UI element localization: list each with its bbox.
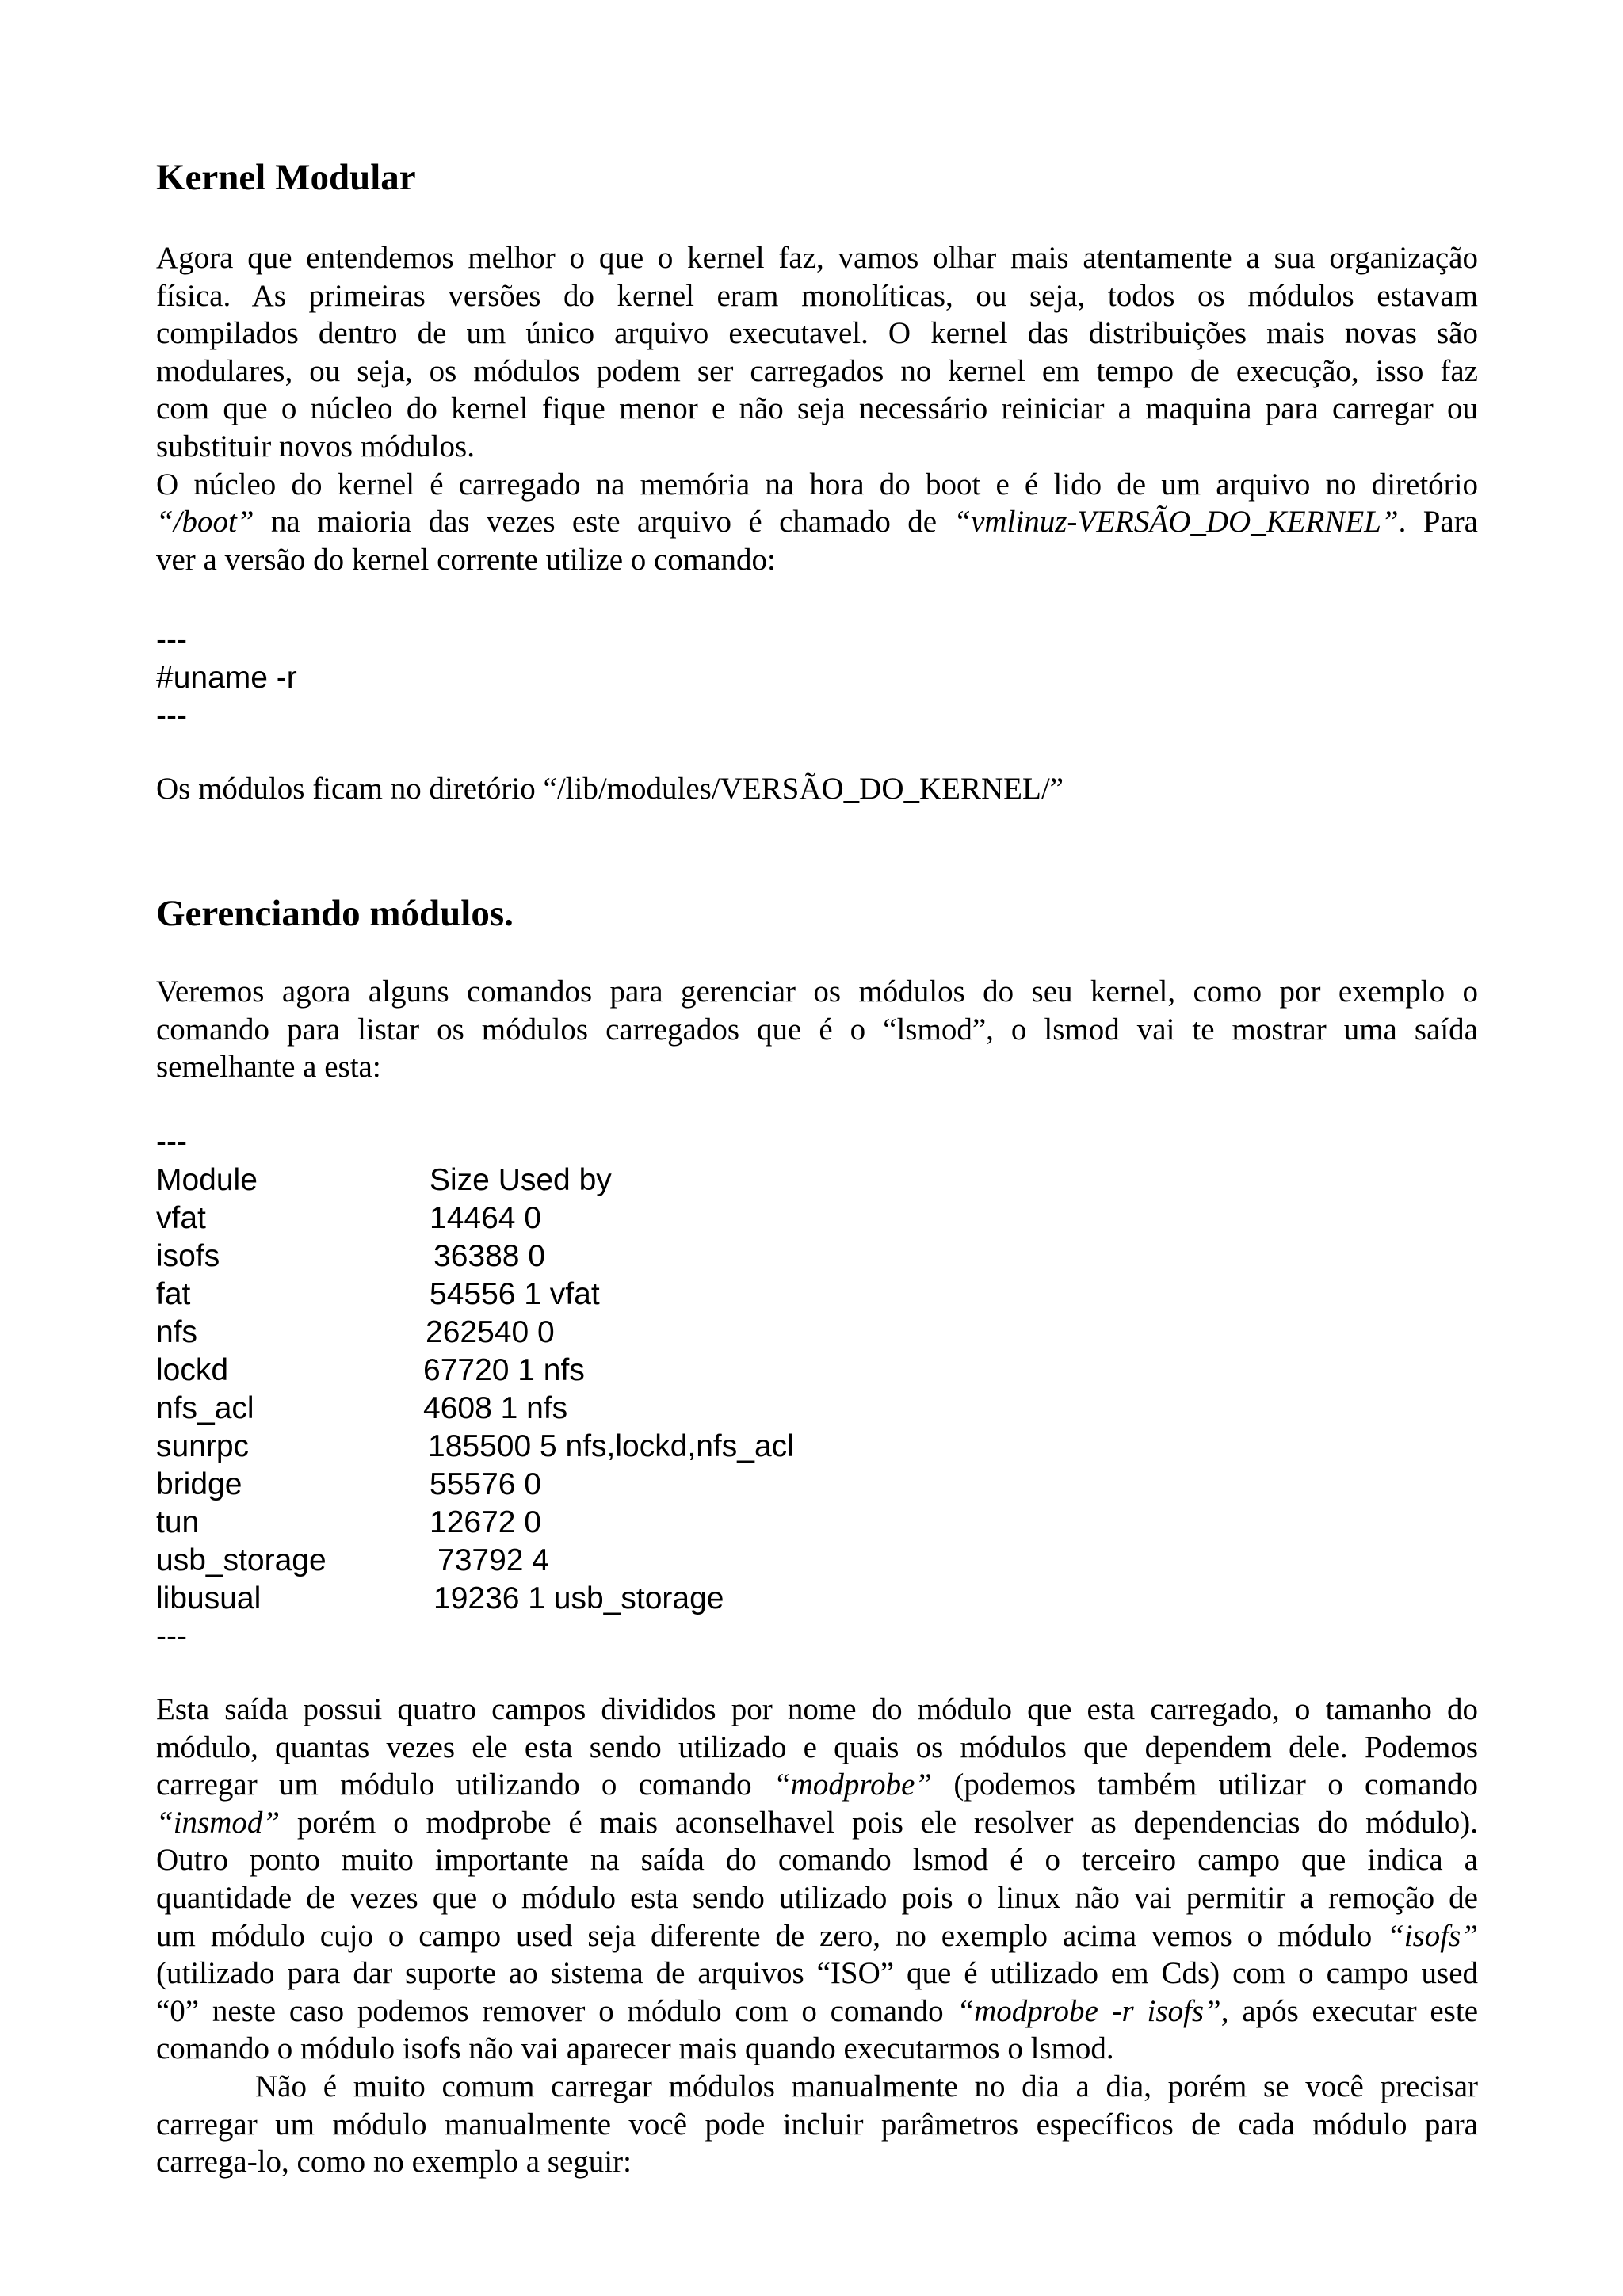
paragraph-lsmod-explanation <box>156 1691 1478 2181</box>
text-line: (utilizado para dar suporte ao sistema de arquivos “ISO” que é utilizado em Cds) com o campo used <box>156 1956 1478 1991</box>
lsmod-size-used: 19236 1 usb_storage <box>433 1581 724 1615</box>
lsmod-size-used: 185500 5 nfs,lockd,nfs_acl <box>428 1429 794 1463</box>
text-line: substituir novos módulos. <box>156 429 475 463</box>
lsmod-size-used: 55576 0 <box>430 1467 541 1501</box>
lsmod-module: lockd <box>156 1353 229 1387</box>
command-separator: --- <box>156 623 187 657</box>
text-fragment: , após executar este <box>1220 1993 1479 2028</box>
paragraph-modules-dir <box>156 770 1478 808</box>
text-line: modulares, ou seja, os módulos podem ser carregados no kernel em tempo de execução, isso faz <box>156 353 1478 388</box>
lsmod-module: usb_storage <box>156 1543 327 1577</box>
text-line: compilados dentro de um único arquivo executavel. O kernel das distribuições mais novas são <box>156 316 1478 351</box>
lsmod-size-used: 36388 0 <box>433 1239 545 1273</box>
text-line: Veremos agora alguns comandos para gerenciar os módulos do seu kernel, como por exemplo o <box>156 974 1478 1009</box>
text-line: com que o núcleo do kernel fique menor e não seja necessário reiniciar a maquina para carregar ou <box>156 391 1478 426</box>
italic-isofs: “isofs” <box>1387 1918 1478 1953</box>
lsmod-module: isofs <box>156 1239 220 1273</box>
lsmod-separator: --- <box>156 1619 187 1653</box>
text-line: Agora que entendemos melhor o que o kernel faz, vamos olhar mais atentamente a sua organização <box>156 241 1478 275</box>
lsmod-module: sunrpc <box>156 1429 250 1463</box>
text-line: carregar um módulo manualmente você pode incluir parâmetros específicos de cada módulo para <box>156 2107 1478 2142</box>
text-line-remove <box>156 1993 1478 2031</box>
lsmod-size-used: 73792 4 <box>437 1543 549 1577</box>
text-line: carrega-lo, como no exemplo a seguir: <box>156 2145 632 2180</box>
italic-insmod: “insmod” <box>156 1805 281 1840</box>
text-line: Esta saída possui quatro campos divididos por nome do módulo que esta carregado, o tamanho do <box>156 1692 1478 1726</box>
lsmod-module: vfat <box>156 1201 206 1235</box>
paragraph-kernel-intro <box>156 239 1478 578</box>
section-title-gerenciando: Gerenciando módulos. <box>156 893 514 934</box>
text-line: comando para listar os módulos carregados que é o “lsmod”, o lsmod vai te mostrar uma saída <box>156 1012 1478 1047</box>
lsmod-size-used: 12672 0 <box>430 1505 541 1539</box>
lsmod-size-used: 262540 0 <box>426 1315 555 1349</box>
lsmod-module: tun <box>156 1505 200 1539</box>
text-line: semelhante a esta: <box>156 1050 381 1085</box>
text-line: quantidade de vezes que o módulo esta sendo utilizado pois o linux não vai permitir a remoção de <box>156 1880 1478 1915</box>
text-fragment: (podemos também utilizar o comando <box>932 1768 1478 1802</box>
italic-modprobe-remove: “modprobe -r isofs” <box>957 1993 1221 2028</box>
text-line: física. As primeiras versões do kernel eram monolíticas, ou seja, todos os módulos estavam <box>156 278 1478 313</box>
text-fragment: porém o modprobe é mais aconselhavel pois ele resolver as dependencias do módulo). <box>280 1805 1478 1840</box>
lsmod-size-used: 67720 1 nfs <box>423 1353 585 1387</box>
lsmod-module: nfs_acl <box>156 1391 254 1425</box>
text-line-insmod <box>156 1804 1478 1842</box>
lsmod-separator: --- <box>156 1125 187 1159</box>
lsmod-header-module: Module <box>156 1163 258 1197</box>
lsmod-size-used: 4608 1 nfs <box>423 1391 568 1425</box>
text-line: Outro ponto muito importante na saída do comando lsmod é o terceiro campo que indica a <box>156 1843 1478 1878</box>
command-separator: --- <box>156 699 187 733</box>
text-line: Não é muito comum carregar módulos manualmente no dia a dia, porém se você precisar <box>255 2069 1478 2103</box>
paragraph-lsmod-intro <box>156 973 1478 1086</box>
command-uname: #uname -r <box>156 661 297 695</box>
lsmod-size-used: 14464 0 <box>430 1201 541 1235</box>
text-fragment: . Para <box>1398 505 1478 540</box>
text-line-modprobe <box>156 1766 1478 1804</box>
text-line-isofs <box>156 1917 1478 1955</box>
italic-modprobe: “modprobe” <box>773 1768 933 1802</box>
text-line: módulo, quantas vezes ele esta sendo utilizado e quais os módulos que dependem dele. Podemos <box>156 1730 1478 1764</box>
text-fragment: na maioria das vezes este arquivo é chamado de <box>254 505 954 540</box>
text-line: O núcleo do kernel é carregado na memória na hora do boot e é lido de um arquivo no diretório <box>156 467 1478 502</box>
lsmod-size-used: 54556 1 vfat <box>430 1277 600 1311</box>
text-line-boot <box>156 503 1478 541</box>
lsmod-module: nfs <box>156 1315 198 1349</box>
lsmod-module: libusual <box>156 1581 262 1615</box>
text-line: comando o módulo isofs não vai aparecer mais quando executarmos o lsmod. <box>156 2031 1114 2066</box>
text-line: ver a versão do kernel corrente utilize o comando: <box>156 542 776 577</box>
lsmod-header-size-used: Size Used by <box>430 1163 612 1197</box>
section-title-kernel-modular: Kernel Modular <box>156 157 416 198</box>
italic-vmlinuz: “vmlinuz-VERSÃO_DO_KERNEL” <box>953 505 1399 540</box>
text-fragment: um módulo cujo o campo used seja diferente de zero, no exemplo acima vemos o módulo <box>156 1918 1388 1953</box>
italic-boot-path: “/boot” <box>156 505 254 540</box>
lsmod-module: fat <box>156 1277 191 1311</box>
text-fragment: “0” neste caso podemos remover o módulo com o comando <box>156 1993 957 2028</box>
text-fragment: carregar um módulo utilizando o comando <box>156 1768 773 1802</box>
lsmod-module: bridge <box>156 1467 242 1501</box>
text-line: Os módulos ficam no diretório “/lib/modules/VERSÃO_DO_KERNEL/” <box>156 772 1064 806</box>
